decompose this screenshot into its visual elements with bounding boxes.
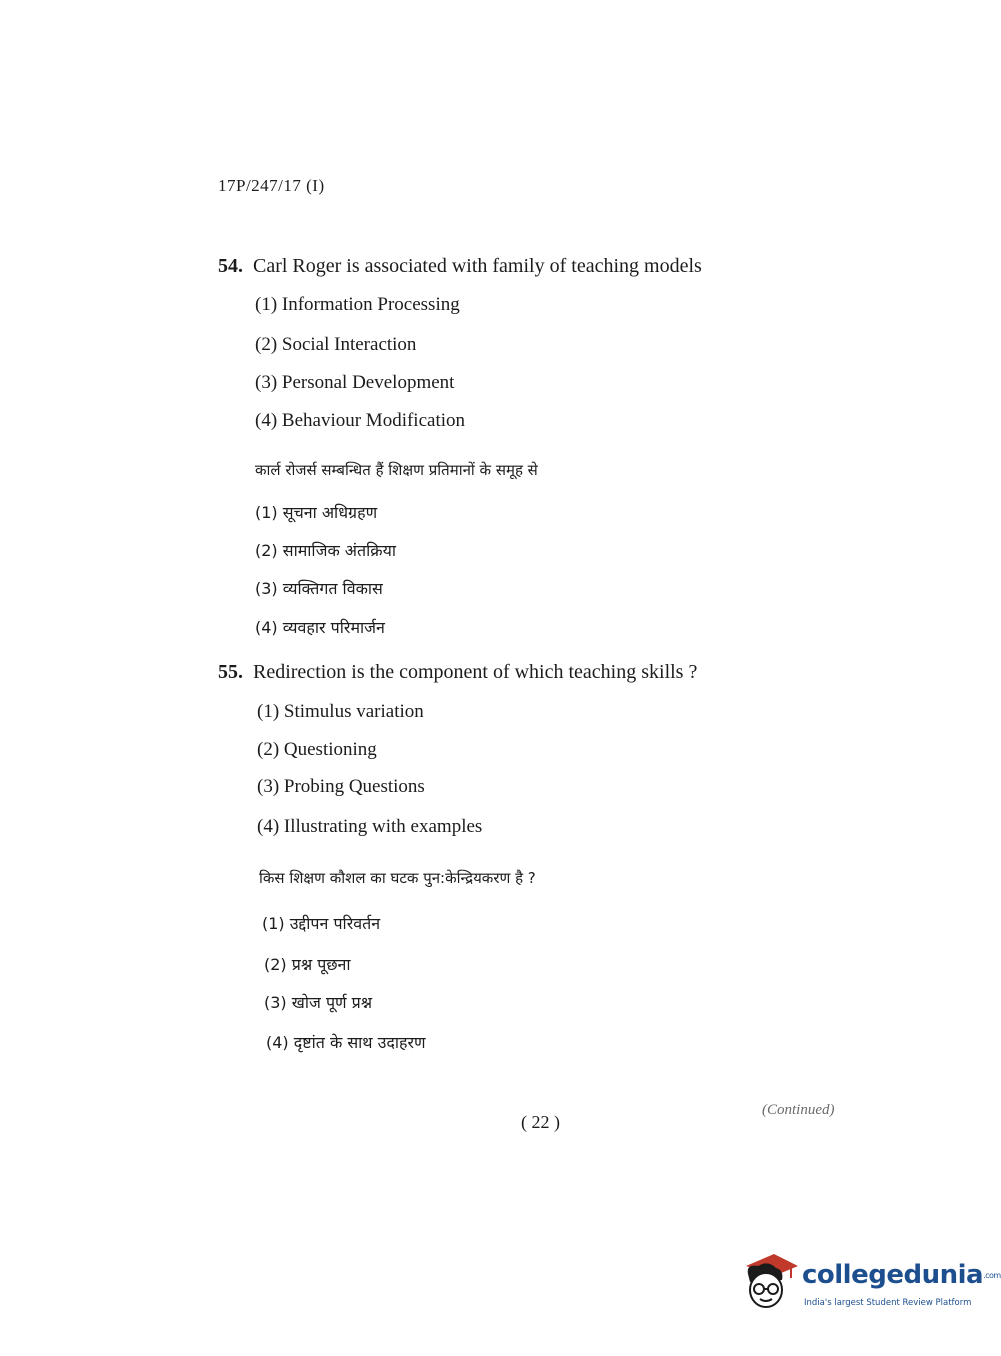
student-mascot-icon xyxy=(740,1252,798,1312)
question-55 xyxy=(218,661,697,684)
option-en: (1) Stimulus variation xyxy=(257,701,424,722)
option-en: (2) Questioning xyxy=(257,739,377,760)
option-en: (3) Probing Questions xyxy=(257,776,425,797)
page-number: ( 22 ) xyxy=(521,1112,560,1132)
option-hi: (2) प्रश्न पूछना xyxy=(264,955,351,974)
option-en: (2) Social Interaction xyxy=(255,334,417,355)
question-number: 54. xyxy=(218,255,243,277)
logo-suffix: .com xyxy=(983,1271,1001,1280)
brand-logo xyxy=(740,1250,1001,1320)
option-hi: (3) खोज पूर्ण प्रश्न xyxy=(264,993,373,1012)
option-en: (1) Information Processing xyxy=(255,294,460,315)
question-text-hi: किस शिक्षण कौशल का घटक पुन:केन्द्रियकरण है ? xyxy=(259,869,536,887)
option-hi: (1) सूचना अधिग्रहण xyxy=(255,503,378,522)
question-number: 55. xyxy=(218,661,243,683)
continued-note: (Continued) xyxy=(762,1102,835,1118)
question-text-hi: कार्ल रोजर्स सम्बन्धित हैं शिक्षण प्रतिमानों के समूह से xyxy=(255,461,538,479)
question-text-en: Redirection is the component of which teaching skills ? xyxy=(253,661,698,683)
logo-tagline: India's largest Student Review Platform xyxy=(804,1298,972,1308)
option-hi: (2) सामाजिक अंतक्रिया xyxy=(255,541,397,560)
question-54 xyxy=(218,255,702,278)
option-hi: (4) दृष्टांत के साथ उदाहरण xyxy=(266,1033,426,1052)
option-hi: (4) व्यवहार परिमार्जन xyxy=(255,618,385,637)
option-en: (4) Illustrating with examples xyxy=(257,816,483,837)
option-hi: (3) व्यक्तिगत विकास xyxy=(255,579,383,598)
option-en: (4) Behaviour Modification xyxy=(255,410,466,431)
option-en: (3) Personal Development xyxy=(255,372,455,393)
logo-wordmark: collegedunia.com xyxy=(802,1260,1001,1290)
paper-code: 17P/247/17 (I) xyxy=(218,176,325,195)
option-hi: (1) उद्दीपन परिवर्तन xyxy=(262,914,381,933)
question-text-en: Carl Roger is associated with family of teaching models xyxy=(253,255,702,277)
